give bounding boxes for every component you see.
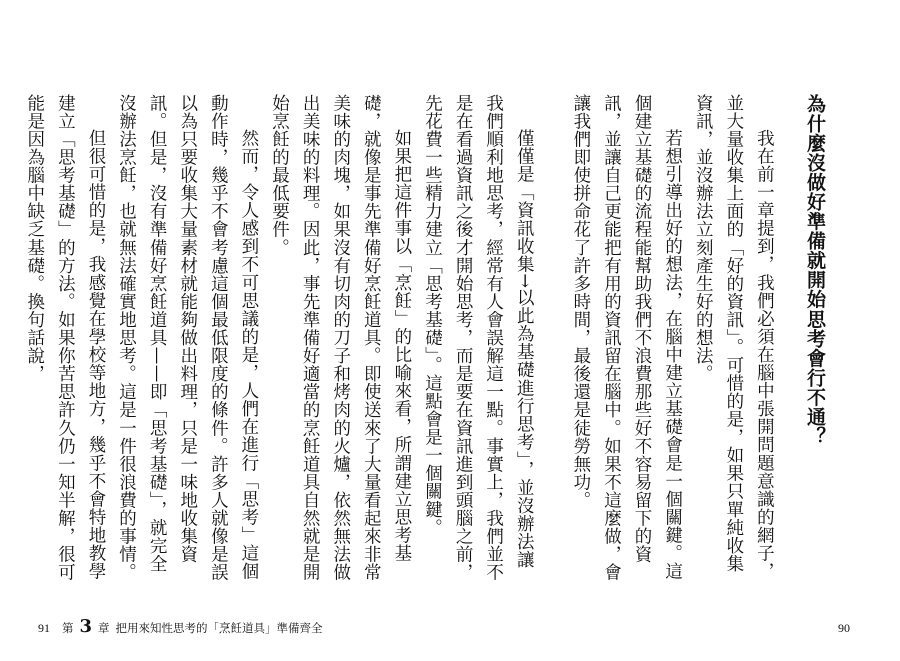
chapter-suffix: 章 — [98, 621, 110, 635]
vertical-text-block — [24, 94, 830, 584]
right-page-number: 90 — [838, 621, 850, 635]
paragraph-3: 僅僅是「資訊收集→以此為基礎進行思考」，並沒辦法讓我們順利地思考，經常有人會誤解這一點。事實上，我們並不是在看過資訊之後才開始思考，而是要在資訊進到頭腦之前，先花費一些精力建立「思考基礎」。這點會是一個關鍵。 — [422, 94, 535, 582]
chapter-prefix: 第 — [62, 621, 74, 635]
chapter-title: 把用來知性思考的「烹飪道具」準備齊全 — [115, 621, 323, 635]
section-heading: 為什麼沒做好準備就開始思考會行不通？ — [804, 94, 826, 446]
paragraph-4: 如果把這件事以「烹飪」的比喻來看，所謂建立思考基礎，就像是事先準備好烹飪道具。即使送來了大量看起來非常美味的肉塊，如果沒有切肉的刀子和烤肉的火爐，依然無法做出美味的料理。因此，事先準備好適當的烹飪道具自然就是開始烹飪的最低要件。 — [269, 94, 412, 582]
chapter-number: 3 — [79, 616, 93, 637]
left-page-footer — [38, 616, 323, 637]
paragraph-1: 我在前一章提到，我們必須在腦中張開問題意識的網子，並大量收集上面的「好的資訊」。可惜的是，如果只單純收集資訊，並沒辦法立刻產生好的想法。 — [693, 94, 775, 581]
left-page-number: 91 — [38, 621, 50, 635]
paragraph-5: 然而，令人感到不可思議的是，人們在進行「思考」這個動作時，幾乎不會考慮這個最低限度的條件。許多人就像是誤以為只要收集大量素材就能夠做出料理，只是一味地收集資訊。但是，沒有準備好烹飪道具——即「思考基礎」，就完全沒辦法烹飪，也就無法確實地思考。這是一件很浪費的事情。 — [116, 94, 259, 582]
paragraph-6: 但很可惜的是，我感覺在學校等地方，幾乎不會特地教學建立「思考基礎」的方法。如果你苦思許久仍一知半解，很可能是因為腦中缺乏基礎。換句話說， — [24, 94, 106, 582]
paragraph-2: 若想引導出好的想法，在腦中建立基礎會是一個關鍵。這個建立基礎的流程能幫助我們不浪費那些好不容易留下的資訊，並讓自己更能把有用的資訊留在腦中。如果不這麼做，會讓我們即使拼命花了許多時間，最後還是徒勞無功。 — [570, 94, 683, 582]
